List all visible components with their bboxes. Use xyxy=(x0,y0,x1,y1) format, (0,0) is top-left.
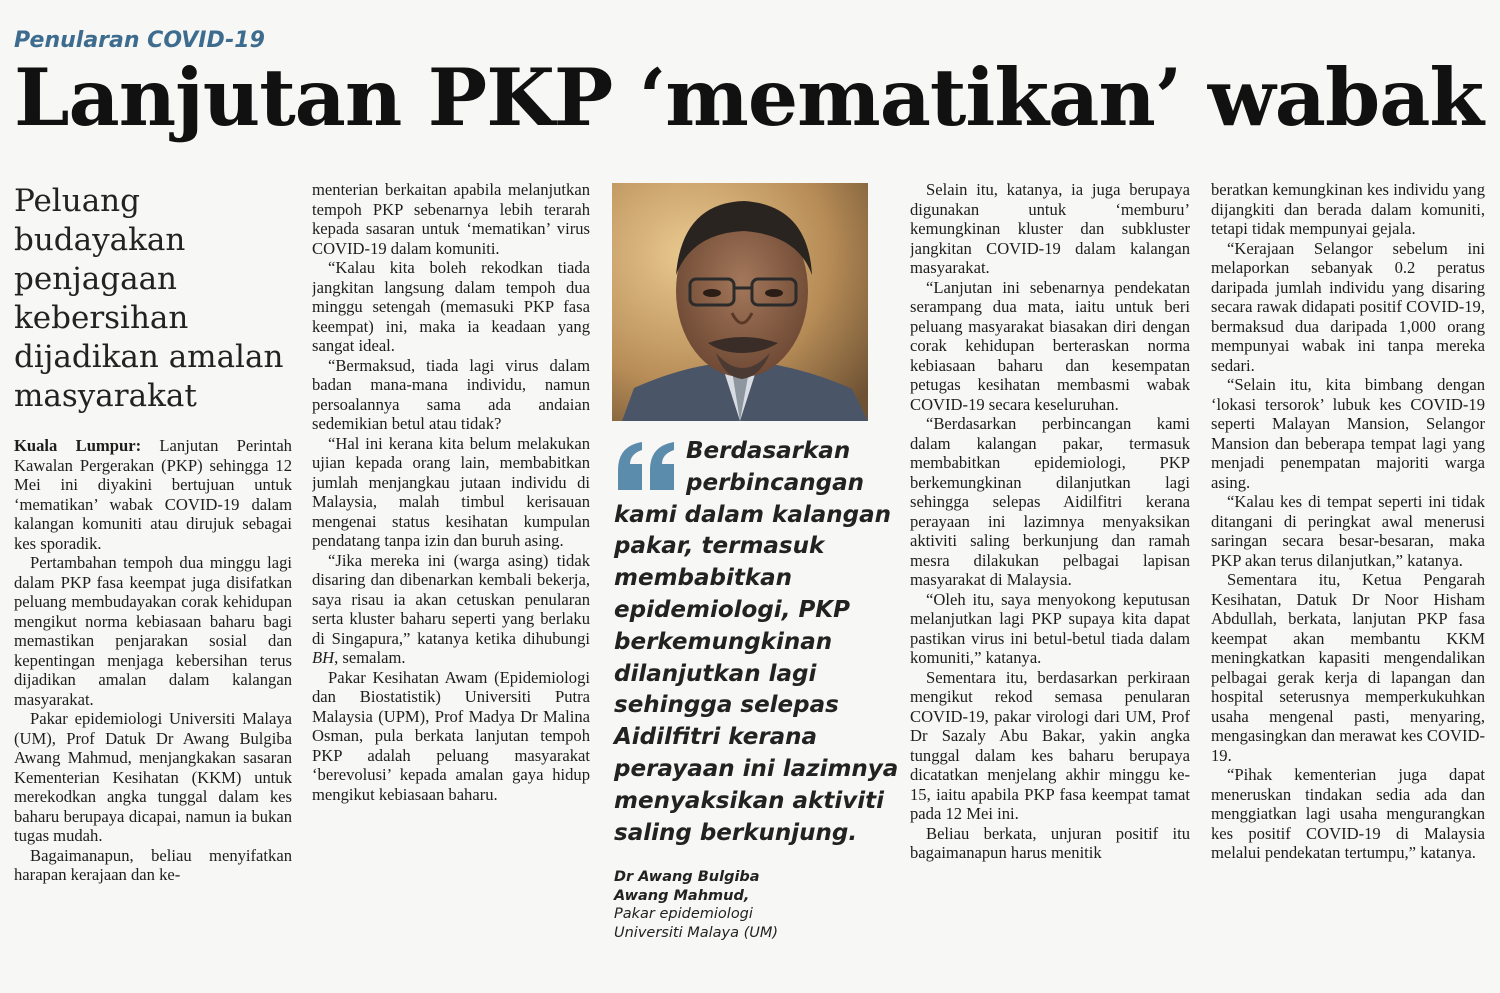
section-kicker: Penularan COVID-19 xyxy=(14,28,265,53)
pull-quote-line: Berdasarkan xyxy=(686,438,851,464)
attribution-role: Universiti Malaya (UM) xyxy=(614,924,779,941)
deck-line: masyarakat xyxy=(14,378,197,414)
pull-quote xyxy=(614,436,899,849)
article-column-2 xyxy=(312,180,590,970)
article-column-4 xyxy=(910,180,1190,970)
pull-quote-line: epidemiologi, PKP xyxy=(614,596,850,623)
pull-quote-line: pakar, termasuk xyxy=(614,533,825,560)
deck-line: kebersihan xyxy=(14,300,189,336)
paragraph: “Selain itu, kita bimbang dengan ‘lokasi tersorok’ lubuk kes COVID-19 seperti Malayan Mansion, Selangor Mansion dan beberapa tempat lagi yang menjadi penempatan majoriti warga asing. xyxy=(1211,375,1485,492)
pull-quote-line: sehingga selepas xyxy=(614,692,839,719)
deck-line: Peluang xyxy=(14,183,140,219)
paragraph: Pakar Kesihatan Awam (Epidemiologi dan Biostatistik) Universiti Putra Malaysia (UPM), Prof Madya Dr Malina Osman, pula berkata lanjutan tempoh PKP adalah peluang masyarakat ‘berevolusi’ kepada amalan gaya hidup mengikut kebiasaan baharu. xyxy=(312,667,590,804)
paragraph: Beliau berkata, unjuran positif itu bagaimanapun harus menitik xyxy=(910,823,1190,862)
paragraph: “Oleh itu, saya menyokong keputusan melanjutkan lagi PKP supaya kita dapat pastikan virus ini betul-betul tiada dalam komuniti,” katanya. xyxy=(910,589,1190,667)
publication-name: BH xyxy=(312,648,335,667)
paragraph-text: , semalam. xyxy=(334,648,406,667)
deck-subheadline xyxy=(14,182,299,416)
pull-quote-line: perbincangan xyxy=(686,469,865,496)
pull-quote-line: perayaan ini lazimnya xyxy=(614,755,899,782)
pull-quote-line: kami dalam kalangan xyxy=(614,501,891,528)
paragraph: “Kalau kes di tempat seperti ini tidak ditangani di peringkat awal menerusi saringan secara besar-besaran, maka PKP akan terus dilanjutkan,” katanya. xyxy=(1211,492,1485,570)
attribution-role: Pakar epidemiologi xyxy=(614,906,753,922)
paragraph: “Pihak kementerian juga dapat meneruskan tindakan sedia ada dan menggiatkan lagi usaha mengurangkan kes positif COVID-19 di Malaysia melalui pendekatan tertumpu,” katanya. xyxy=(1211,765,1485,862)
deck-line: budayakan xyxy=(14,222,186,258)
article-column-5 xyxy=(1211,180,1485,970)
paragraph xyxy=(14,436,292,553)
paragraph: “Lanjutan ini sebenarnya pendekatan serampang dua mata, iaitu untuk beri peluang masyarakat biasakan diri dengan corak kehidupan berteraskan norma kebiasaan baharu dan kesempatan petugas kesihatan membasmi wabak COVID-19 secara keseluruhan. xyxy=(910,277,1190,414)
attribution-name: Dr Awang Bulgiba xyxy=(614,869,760,885)
paragraph: “Hal ini kerana kita belum melakukan ujian kepada orang lain, membabitkan jumlah menjangkau jutaan individu di Malaysia, malah timbul kerisauan mengenai status kesihatan kumpulan pendatang tanpa izin dan buruh asing. xyxy=(312,433,590,550)
paragraph: beratkan kemungkinan kes individu yang dijangkiti dan berada dalam komuniti, tetapi tidak mempunyai gejala. xyxy=(1211,180,1485,238)
attribution-name: Awang Mahmud, xyxy=(614,887,750,904)
portrait-photo xyxy=(612,183,868,421)
quote-attribution xyxy=(614,868,884,942)
paragraph: Sementara itu, Ketua Pengarah Kesihatan, Datuk Dr Noor Hisham Abdullah, berkata, lanjutan PKP fasa keempat akan membantu KKM meningkatkan kapasiti mengendalikan pelbagai gerak kerja di lapangan dan hospital seterusnya memperkukuhkan usaha mengenal pasti, menyaring, mengasingkan dan merawat kes COVID-19. xyxy=(1211,570,1485,765)
paragraph: “Kalau kita boleh rekodkan tiada jangkitan langsung dalam tempoh dua minggu setengah (memasuki PKP fasa keempat) ini, maka ia keadaan yang sangat ideal. xyxy=(312,258,590,355)
pull-quote-line: Aidilfitri kerana xyxy=(614,724,818,751)
headline: Lanjutan PKP ‘mematikan’ wabak xyxy=(14,51,1484,144)
paragraph: menterian berkaitan apabila melanjutkan tempoh PKP sebenarnya lebih terarah kepada sasaran untuk ‘mematikan’ virus COVID-19 dalam komuniti. xyxy=(312,180,590,258)
pull-quote-line: saling berkunjung. xyxy=(614,819,858,846)
pull-quote-line: dilanjutkan lagi xyxy=(614,660,817,687)
paragraph: Sementara itu, berdasarkan perkiraan mengikut rekod semasa penularan COVID-19, pakar virologi dari UM, Prof Dr Sazaly Abu Bakar, yakin angka tunggal dalam kes baharu berupaya dicatatkan menjelang akhir minggu ke-15, iaitu apabila PKP fasa keempat tamat pada 12 Mei ini. xyxy=(910,667,1190,823)
paragraph: “Berdasarkan perbincangan kami dalam kalangan pakar, termasuk membabitkan epidemiologi, PKP berkemungkinan dilanjutkan lagi sehingga selepas Aidilfitri kerana perayaan ini lazimnya menyaksikan aktiviti saling berkunjung dan ramah mesra dilakukan pelbagai lapisan masyarakat di Malaysia. xyxy=(910,414,1190,589)
pull-quote-line: membabitkan xyxy=(614,565,793,592)
paragraph xyxy=(312,551,590,668)
portrait-image xyxy=(612,183,868,421)
paragraph-text: Lanjutan Perintah Kawalan Pergerakan (PKP) sehingga 12 Mei ini diyakini bertujuan untuk ‘mematikan’ wabak COVID-19 dalam kalangan komuniti atau dirujuk sebagai kes sporadik. xyxy=(14,436,292,553)
paragraph: Pakar epidemiologi Universiti Malaya (UM), Prof Datuk Dr Awang Bulgiba Awang Mahmud, menjangkakan sasaran Kementerian Kesihatan (KKM) untuk merekodkan angka tunggal dalam kes baharu berupaya dicapai, namun ia bukan tugas mudah. xyxy=(14,709,292,845)
pull-quote-line: menyaksikan aktiviti xyxy=(614,787,884,814)
dateline: Kuala Lumpur: xyxy=(14,436,142,455)
pull-quote-line: berkemungkinan xyxy=(614,628,833,655)
paragraph: “Kerajaan Selangor sebelum ini melaporkan sebanyak 0.2 peratus daripada jumlah individu yang disaring secara rawak didapati positif COVID-19, bermaksud dua daripada 1,000 orang mempunyai wabak ini tanpa mereka sedari. xyxy=(1211,238,1485,375)
paragraph: Bagaimanapun, beliau menyifatkan harapan kerajaan dan ke- xyxy=(14,845,292,884)
paragraph: Selain itu, katanya, ia juga berupaya digunakan untuk ‘memburu’ kemungkinan kluster dan subkluster jangkitan COVID-19 dalam kalangan masyarakat. xyxy=(910,180,1190,277)
article-column-1 xyxy=(14,436,292,981)
deck-line: dijadikan amalan xyxy=(14,339,284,375)
paragraph: Pertambahan tempoh dua minggu lagi dalam PKP fasa keempat juga disifatkan peluang membudayakan corak kehidupan mengikut norma kebiasaan baharu bagi memastikan penjarakan sosial dan kepentingan menjaga kebersihan terus dijadikan amalan dalam kalangan masyarakat. xyxy=(14,553,292,709)
deck-line: penjagaan xyxy=(14,261,178,297)
paragraph-text: “Jika mereka ini (warga asing) tidak disaring dan dibenarkan kembali bekerja, saya risau ia akan cetuskan penularan serta kluster baharu seperti yang berlaku di Singapura,” katanya ketika dihubungi xyxy=(312,550,590,648)
paragraph: “Bermaksud, tiada lagi virus dalam badan mana-mana individu, namun persoalannya sama ada andaian sedemikian betul atau tidak? xyxy=(312,355,590,433)
